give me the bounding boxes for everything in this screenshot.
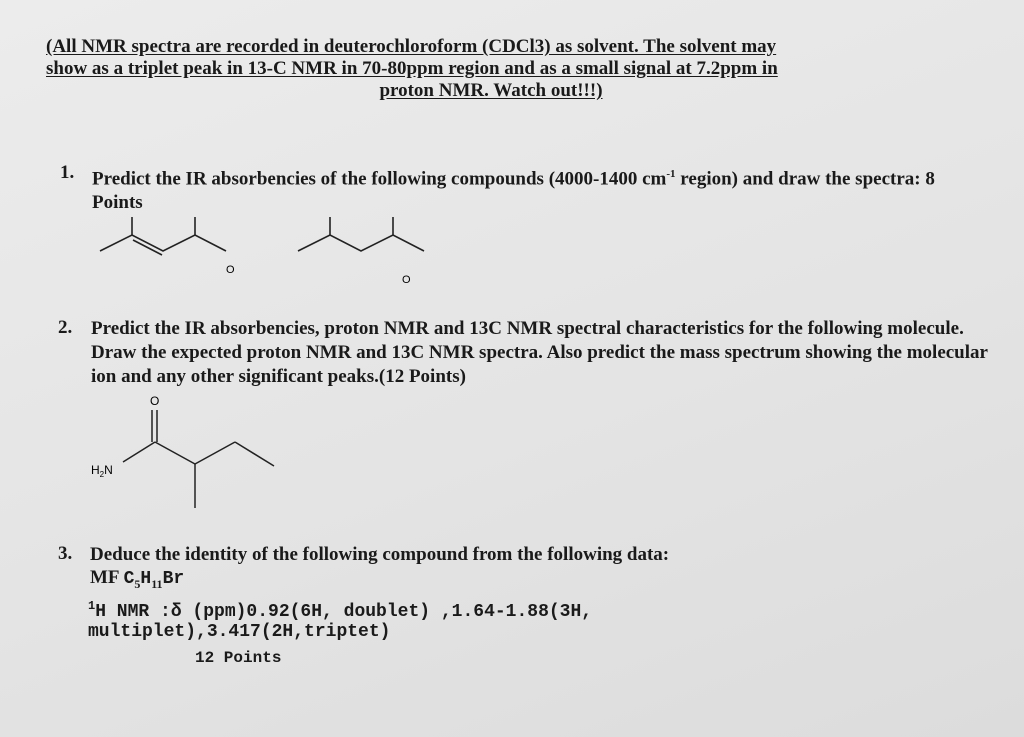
alpha-carbon-bond bbox=[155, 442, 195, 464]
nmr-data-line-2: multiplet),3.417(2H,triptet) bbox=[88, 622, 391, 642]
mf-h-subscript: 11 bbox=[151, 576, 163, 591]
solvent-note-line1: (All NMR spectra are recorded in deuterochloroform (CDCl3) as solvent. The solvent may bbox=[46, 36, 777, 57]
mf-h: H bbox=[140, 569, 152, 589]
mf-br: Br bbox=[162, 569, 185, 589]
amine-h: H bbox=[91, 463, 100, 477]
solvent-note-line2: show as a triplet peak in 13-C NMR in 70-80ppm region and as a small signal at 7.2ppm in bbox=[46, 58, 778, 79]
amide-n-bond bbox=[123, 442, 155, 462]
nmr-line-1-text: H NMR :δ (ppm)0.92(6H, doublet) ,1.64-1.88(3H, bbox=[95, 602, 593, 622]
question-2-number: 2. bbox=[58, 317, 73, 338]
question-2-structure bbox=[85, 390, 285, 515]
nmr-superscript: 1 bbox=[88, 599, 96, 613]
question-1-text-b: region) and draw the spectra: 8 Points bbox=[92, 168, 935, 214]
question-1-text bbox=[92, 162, 952, 215]
molecular-formula bbox=[90, 567, 184, 592]
ethyl-bond-2 bbox=[235, 442, 274, 466]
amine-n: N bbox=[104, 463, 113, 477]
mf-c: C bbox=[123, 569, 135, 589]
question-3-number: 3. bbox=[58, 543, 73, 564]
compound-1-chain bbox=[100, 235, 226, 251]
compound-1-oxygen-label: O bbox=[226, 264, 235, 276]
solvent-note bbox=[46, 36, 926, 102]
question-1-number: 1. bbox=[60, 162, 75, 183]
mf-label: MF bbox=[90, 567, 124, 588]
ethyl-bond-1 bbox=[195, 442, 235, 464]
question-1-structures bbox=[90, 215, 430, 290]
question-1-superscript: -1 bbox=[666, 168, 676, 180]
carbonyl-oxygen-label: O bbox=[150, 394, 160, 408]
amine-subscript: 2 bbox=[99, 470, 105, 479]
compound-2-oxygen-label: O bbox=[402, 274, 411, 286]
amine-label bbox=[91, 463, 113, 479]
question-2-text: Predict the IR absorbencies, proton NMR and 13C NMR spectral characteristics for the following molecule. Draw the expected proton NMR and 13C NMR spectra. Also predict the mass spectrum showing the molecular ion and any other significant peaks.(12 Points) bbox=[91, 318, 988, 387]
solvent-note-line3: proton NMR. Watch out!!!) bbox=[379, 80, 603, 101]
mf-c-subscript: 5 bbox=[134, 576, 141, 591]
question-3-points: 12 Points bbox=[195, 649, 282, 667]
question-3-text: Deduce the identity of the following compound from the following data: bbox=[90, 544, 670, 565]
compound-2-chain bbox=[298, 235, 424, 251]
question-1-text-a: Predict the IR absorbencies of the following compounds (4000-1400 cm bbox=[92, 168, 667, 190]
